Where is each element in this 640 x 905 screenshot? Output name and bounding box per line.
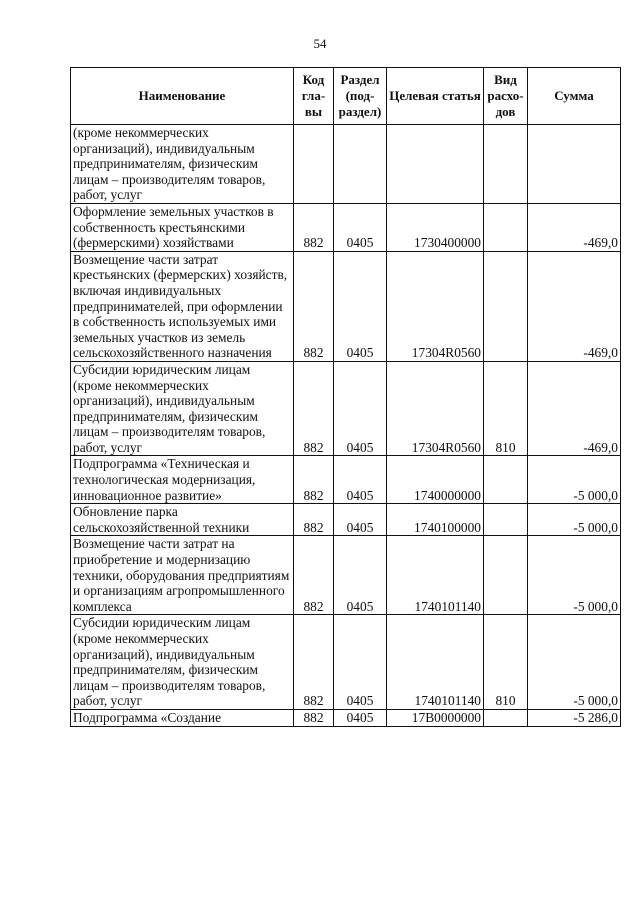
table-row	[71, 251, 621, 361]
header-amount: Сумма	[528, 68, 621, 125]
row-code: 882	[294, 615, 334, 710]
row-rtype: 810	[484, 615, 528, 710]
row-rtype	[484, 536, 528, 615]
row-section	[334, 125, 387, 204]
row-code: 882	[294, 251, 334, 361]
row-amount: -5 286,0	[528, 709, 621, 726]
row-name: Подпрограмма «Техническая и технологическая модернизация, инновационное развитие»	[71, 456, 294, 504]
row-code: 882	[294, 361, 334, 456]
header-target: Целевая статья	[387, 68, 484, 125]
row-code: 882	[294, 536, 334, 615]
row-target: 1740101140	[387, 615, 484, 710]
row-amount	[528, 125, 621, 204]
row-section: 0405	[334, 456, 387, 504]
row-code	[294, 125, 334, 204]
table-row	[71, 536, 621, 615]
header-section: Раздел (под-раздел)	[334, 68, 387, 125]
row-section: 0405	[334, 615, 387, 710]
row-code: 882	[294, 456, 334, 504]
row-code: 882	[294, 504, 334, 536]
row-rtype	[484, 504, 528, 536]
row-rtype: 810	[484, 361, 528, 456]
row-rtype	[484, 709, 528, 726]
row-section: 0405	[334, 251, 387, 361]
row-name: Оформление земельных участков в собственность крестьянскими (фермерскими) хозяйствами	[71, 203, 294, 251]
table-row	[71, 504, 621, 536]
row-code: 882	[294, 709, 334, 726]
row-name: Субсидии юридическим лицам (кроме некоммерческих организаций), индивидуальным предпринимателям, физическим лицам – производителям товаров, работ, услуг	[71, 361, 294, 456]
row-name: Субсидии юридическим лицам (кроме некоммерческих организаций), индивидуальным предпринимателям, физическим лицам – производителям товаров, работ, услуг	[71, 615, 294, 710]
row-name: Возмещение части затрат крестьянских (фермерских) хозяйств, включая индивидуальных предпринимателей, при оформлении в собственность используемых ими земельных участков из земель сельскохозяйственного назначения	[71, 251, 294, 361]
row-section: 0405	[334, 536, 387, 615]
row-amount: -5 000,0	[528, 615, 621, 710]
row-amount: -5 000,0	[528, 536, 621, 615]
row-target: 1740101140	[387, 536, 484, 615]
row-target: 17304R0560	[387, 361, 484, 456]
row-rtype	[484, 125, 528, 204]
row-target	[387, 125, 484, 204]
row-section: 0405	[334, 709, 387, 726]
header-row	[71, 68, 621, 125]
row-target: 17304R0560	[387, 251, 484, 361]
row-code: 882	[294, 203, 334, 251]
row-amount: -469,0	[528, 361, 621, 456]
row-amount: -5 000,0	[528, 504, 621, 536]
row-rtype	[484, 203, 528, 251]
table-row	[71, 361, 621, 456]
row-amount: -5 000,0	[528, 456, 621, 504]
page-number: 54	[313, 36, 327, 51]
row-section: 0405	[334, 504, 387, 536]
row-section: 0405	[334, 361, 387, 456]
table-row	[71, 456, 621, 504]
row-amount: -469,0	[528, 203, 621, 251]
row-target: 1740000000	[387, 456, 484, 504]
row-target: 1730400000	[387, 203, 484, 251]
row-name: (кроме некоммерческих организаций), индивидуальным предпринимателям, физическим лицам – производителям товаров, работ, услуг	[71, 125, 294, 204]
budget-table	[70, 67, 621, 727]
row-name: Возмещение части затрат на приобретение и модернизацию техники, оборудования предприятиям и организациям агропромышленного комплекса	[71, 536, 294, 615]
row-name: Подпрограмма «Создание	[71, 709, 294, 726]
row-section: 0405	[334, 203, 387, 251]
row-name: Обновление парка сельскохозяйственной техники	[71, 504, 294, 536]
row-amount: -469,0	[528, 251, 621, 361]
table-row	[71, 709, 621, 726]
row-target: 1740100000	[387, 504, 484, 536]
header-name: Наименование	[71, 68, 294, 125]
row-rtype	[484, 456, 528, 504]
header-rtype: Вид расхо-дов	[484, 68, 528, 125]
row-rtype	[484, 251, 528, 361]
table-row	[71, 203, 621, 251]
header-code: Код гла-вы	[294, 68, 334, 125]
table-row	[71, 615, 621, 710]
table-row	[71, 125, 621, 204]
row-target: 17В0000000	[387, 709, 484, 726]
